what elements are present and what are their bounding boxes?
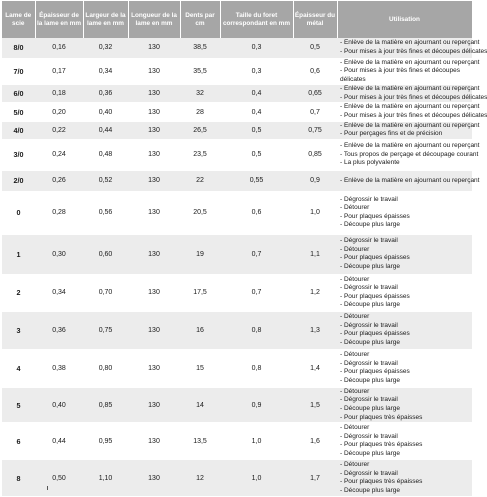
cell-lame: 6 <box>2 423 35 460</box>
table-row <box>2 191 472 234</box>
table-row <box>2 311 472 349</box>
cell-largeur: 0,52 <box>83 170 128 191</box>
usage-line: - Enlève de la matière en ajournant ou reperçant <box>340 103 480 111</box>
header-dents: Dents par cm <box>180 1 220 38</box>
usage-line: - Enlève de la matière en ajournant ou reperçant <box>340 121 480 129</box>
cell-utilisation <box>337 85 487 103</box>
cell-foret: 0,8 <box>220 311 293 349</box>
cell-utilisation <box>337 103 487 121</box>
usage-line: - Dégrossir le travail <box>340 284 398 292</box>
cell-utilisation <box>337 191 472 234</box>
usage-line: - Découpe plus large <box>340 301 400 309</box>
cell-longueur: 130 <box>128 460 180 497</box>
usage-line: - Pour plaques très épaisses <box>340 441 423 449</box>
cell-metal: 0,75 <box>293 121 337 139</box>
cell-lame: 6/0 <box>2 85 35 103</box>
cell-dents: 14 <box>180 387 220 422</box>
header-utilisation: Utilisation <box>337 1 472 38</box>
cell-lame: 2 <box>2 274 35 311</box>
usage-line: - Découpe plus large <box>340 262 400 270</box>
cell-foret: 0,3 <box>220 38 293 58</box>
cell-dents: 35,5 <box>180 58 220 85</box>
usage-line: - Découpe plus large <box>340 486 400 494</box>
cell-lame: 2/0 <box>2 170 35 191</box>
usage-line: - Découpe plus large <box>340 449 400 457</box>
table-row <box>2 423 472 460</box>
usage-line: - Pour mises à jour très fines et découpes <box>340 67 460 75</box>
cell-longueur: 130 <box>128 139 180 170</box>
cell-lame: 0 <box>2 191 35 234</box>
cell-largeur: 0,95 <box>83 423 128 460</box>
header-largeur-lame: Largeur de la lame en mm <box>83 1 128 38</box>
cell-largeur: 0,75 <box>83 311 128 349</box>
usage-line: - La plus polyvalente <box>340 159 400 167</box>
cell-epaisseur: 0,20 <box>35 103 83 121</box>
cell-longueur: 130 <box>128 311 180 349</box>
usage-line: délicates <box>340 75 366 83</box>
cell-foret: 0,5 <box>220 139 293 170</box>
cell-epaisseur: 0,28 <box>35 191 83 234</box>
cell-dents: 13,5 <box>180 423 220 460</box>
cell-foret: 0,4 <box>220 85 293 103</box>
usage-line: - Enlève de la matière en ajournant ou reperçant <box>340 58 480 66</box>
cell-epaisseur: 0,24 <box>35 139 83 170</box>
table-row <box>2 349 472 387</box>
table-row <box>2 460 472 497</box>
usage-line: - Découpe plus large <box>340 338 400 346</box>
table-row <box>2 85 472 103</box>
cell-dents: 22 <box>180 170 220 191</box>
cell-largeur: 0,32 <box>83 38 128 58</box>
usage-line: - Détourer <box>340 351 370 359</box>
usage-line: - Enlève de la matière en ajournant ou reperçant <box>340 85 480 93</box>
cell-epaisseur: 0,34 <box>35 274 83 311</box>
table-body <box>2 38 487 497</box>
cell-largeur: 0,85 <box>83 387 128 422</box>
cell-metal: 1,4 <box>293 349 337 387</box>
cell-largeur: 0,70 <box>83 274 128 311</box>
cell-lame: 4 <box>2 349 35 387</box>
header-longueur-lame: Longueur de la lame en mm <box>128 1 180 38</box>
cell-foret: 0,55 <box>220 170 293 191</box>
usage-line: - Pour plaques épaisses <box>340 330 410 338</box>
cell-metal: 0,5 <box>293 38 337 58</box>
cell-longueur: 130 <box>128 85 180 103</box>
table-row <box>2 139 472 170</box>
usage-line: - Pour plaques très épaisses <box>340 478 423 486</box>
cell-utilisation <box>337 349 472 387</box>
cell-metal: 0,7 <box>293 103 337 121</box>
usage-line: - Découpe plus large <box>340 221 400 229</box>
cell-epaisseur: 0,17 <box>35 58 83 85</box>
cell-longueur: 130 <box>128 38 180 58</box>
cell-dents: 23,5 <box>180 139 220 170</box>
cell-dents: 26,5 <box>180 121 220 139</box>
usage-line: - Pour mises à jour très fines et découpes délicates <box>340 93 487 101</box>
cell-dents: 15 <box>180 349 220 387</box>
cell-utilisation <box>337 423 472 460</box>
cell-longueur: 130 <box>128 191 180 234</box>
usage-line: - Dégrossir le travail <box>340 359 398 367</box>
header-taille-foret: Taille du foret correspondant en mm <box>220 1 293 38</box>
usage-line: - Pour mises à jour très fines et découpes délicates <box>340 47 487 55</box>
cell-longueur: 130 <box>128 58 180 85</box>
cell-metal: 1,0 <box>293 191 337 234</box>
table-row <box>2 387 472 422</box>
cell-dents: 38,5 <box>180 38 220 58</box>
usage-line: - Dégrossir le travail <box>340 321 398 329</box>
cell-dents: 28 <box>180 103 220 121</box>
cell-epaisseur: 0,50 <box>35 460 83 497</box>
cell-longueur: 130 <box>128 387 180 422</box>
cell-utilisation <box>337 234 472 274</box>
table-row <box>2 121 472 139</box>
cell-metal: 0,9 <box>293 170 337 191</box>
usage-line: - Détourer <box>340 313 370 321</box>
cell-longueur: 130 <box>128 274 180 311</box>
usage-line: - Détourer <box>340 204 370 212</box>
cell-epaisseur: 0,36 <box>35 311 83 349</box>
cell-utilisation <box>337 58 480 85</box>
table-row <box>2 170 472 191</box>
usage-line: - Dégrossir le travail <box>340 432 398 440</box>
cell-metal: 1,6 <box>293 423 337 460</box>
cell-foret: 0,8 <box>220 349 293 387</box>
usage-line: - Enlève de la matière en ajournant ou reperçant <box>340 141 480 149</box>
cell-epaisseur: 0,18 <box>35 85 83 103</box>
cell-lame: 4/0 <box>2 121 35 139</box>
cell-metal: 0,65 <box>293 85 337 103</box>
table-row <box>2 38 472 58</box>
usage-line: - Enlève de la matière en ajournant ou reperçant <box>340 176 480 184</box>
table-row <box>2 234 472 274</box>
usage-line: - Pour plaques épaisses <box>340 292 410 300</box>
cell-metal: 1,1 <box>293 234 337 274</box>
cell-dents: 20,5 <box>180 191 220 234</box>
cell-lame: 5/0 <box>2 103 35 121</box>
cell-dents: 17,5 <box>180 274 220 311</box>
cell-largeur: 0,40 <box>83 103 128 121</box>
cell-foret: 1,0 <box>220 423 293 460</box>
usage-line: - Détourer <box>340 275 370 283</box>
usage-line: - Détourer <box>340 245 370 253</box>
usage-line: - Tous propos de perçage et découpage courant <box>340 150 479 158</box>
usage-line: - Pour plaques très épaisses <box>340 413 423 421</box>
usage-line: - Pour plaques épaisses <box>340 212 410 220</box>
cell-utilisation <box>337 121 480 139</box>
cell-lame: 3 <box>2 311 35 349</box>
cell-metal: 0,6 <box>293 58 337 85</box>
cell-largeur: 0,60 <box>83 234 128 274</box>
cell-metal: 1,3 <box>293 311 337 349</box>
cell-longueur: 130 <box>128 423 180 460</box>
cell-metal: 1,7 <box>293 460 337 497</box>
header-epaisseur-metal: Épaisseur du métal <box>293 1 337 38</box>
cell-foret: 0,5 <box>220 121 293 139</box>
usage-line: - Dégrossir le travail <box>340 195 398 203</box>
table-row <box>2 274 472 311</box>
cell-longueur: 130 <box>128 103 180 121</box>
cell-dents: 32 <box>180 85 220 103</box>
cell-largeur: 1,10 <box>83 460 128 497</box>
cell-dents: 12 <box>180 460 220 497</box>
cell-largeur: 0,48 <box>83 139 128 170</box>
saw-blade-table <box>2 1 487 497</box>
cell-lame: 8 <box>2 460 35 497</box>
usage-line: - Découpe plus large <box>340 405 400 413</box>
cell-foret: 0,7 <box>220 234 293 274</box>
usage-line: - Pour plaques épaisses <box>340 254 410 262</box>
cell-lame: 7/0 <box>2 58 35 85</box>
cell-largeur: 0,80 <box>83 349 128 387</box>
cell-longueur: 130 <box>128 234 180 274</box>
cell-foret: 0,9 <box>220 387 293 422</box>
usage-line: - Détourer <box>340 461 370 469</box>
cell-dents: 19 <box>180 234 220 274</box>
cell-epaisseur: 0,26 <box>35 170 83 191</box>
cell-utilisation <box>337 311 472 349</box>
cell-utilisation <box>337 170 480 191</box>
cell-lame: 5 <box>2 387 35 422</box>
table-header <box>2 1 472 38</box>
cell-foret: 0,6 <box>220 191 293 234</box>
cell-largeur: 0,34 <box>83 58 128 85</box>
cell-epaisseur: 0,44 <box>35 423 83 460</box>
cell-utilisation <box>337 274 472 311</box>
cell-utilisation <box>337 38 487 58</box>
cell-epaisseur: 0,22 <box>35 121 83 139</box>
cell-foret: 0,4 <box>220 103 293 121</box>
cell-epaisseur: 0,30 <box>35 234 83 274</box>
cell-foret: 1,0 <box>220 460 293 497</box>
usage-line: - Détourer <box>340 424 370 432</box>
cell-utilisation <box>337 387 472 422</box>
cell-utilisation <box>337 460 472 497</box>
usage-line: - Dégrossir le travail <box>340 237 398 245</box>
cell-utilisation <box>337 139 480 170</box>
cell-foret: 0,3 <box>220 58 293 85</box>
usage-line: - Pour perçages fins et de précision <box>340 130 443 138</box>
cell-dents: 16 <box>180 311 220 349</box>
header-lame: Lame de scie <box>2 1 35 38</box>
usage-line: - Détourer <box>340 387 370 395</box>
cell-largeur: 0,44 <box>83 121 128 139</box>
usage-line: - Enlève de la matière en ajournant ou reperçant <box>340 39 480 47</box>
cell-longueur: 130 <box>128 121 180 139</box>
cell-metal: 1,2 <box>293 274 337 311</box>
cell-largeur: 0,36 <box>83 85 128 103</box>
usage-line: - Découpe plus large <box>340 376 400 384</box>
table-row <box>2 58 472 85</box>
page-tick-mark <box>47 486 48 490</box>
usage-line: - Dégrossir le travail <box>340 396 398 404</box>
cell-metal: 0,85 <box>293 139 337 170</box>
cell-lame: 3/0 <box>2 139 35 170</box>
usage-line: - Dégrossir le travail <box>340 469 398 477</box>
cell-foret: 0,7 <box>220 274 293 311</box>
cell-longueur: 130 <box>128 170 180 191</box>
usage-line: - Pour plaques épaisses <box>340 368 410 376</box>
cell-epaisseur: 0,16 <box>35 38 83 58</box>
cell-metal: 1,5 <box>293 387 337 422</box>
usage-line: - Pour mises à jour très fines et découpes délicates <box>340 112 487 120</box>
cell-lame: 8/0 <box>2 38 35 58</box>
table-row <box>2 103 472 121</box>
cell-largeur: 0,56 <box>83 191 128 234</box>
cell-longueur: 130 <box>128 349 180 387</box>
cell-epaisseur: 0,38 <box>35 349 83 387</box>
header-epaisseur-lame: Épaisseur de la lame en mm <box>35 1 83 38</box>
cell-epaisseur: 0,40 <box>35 387 83 422</box>
cell-lame: 1 <box>2 234 35 274</box>
